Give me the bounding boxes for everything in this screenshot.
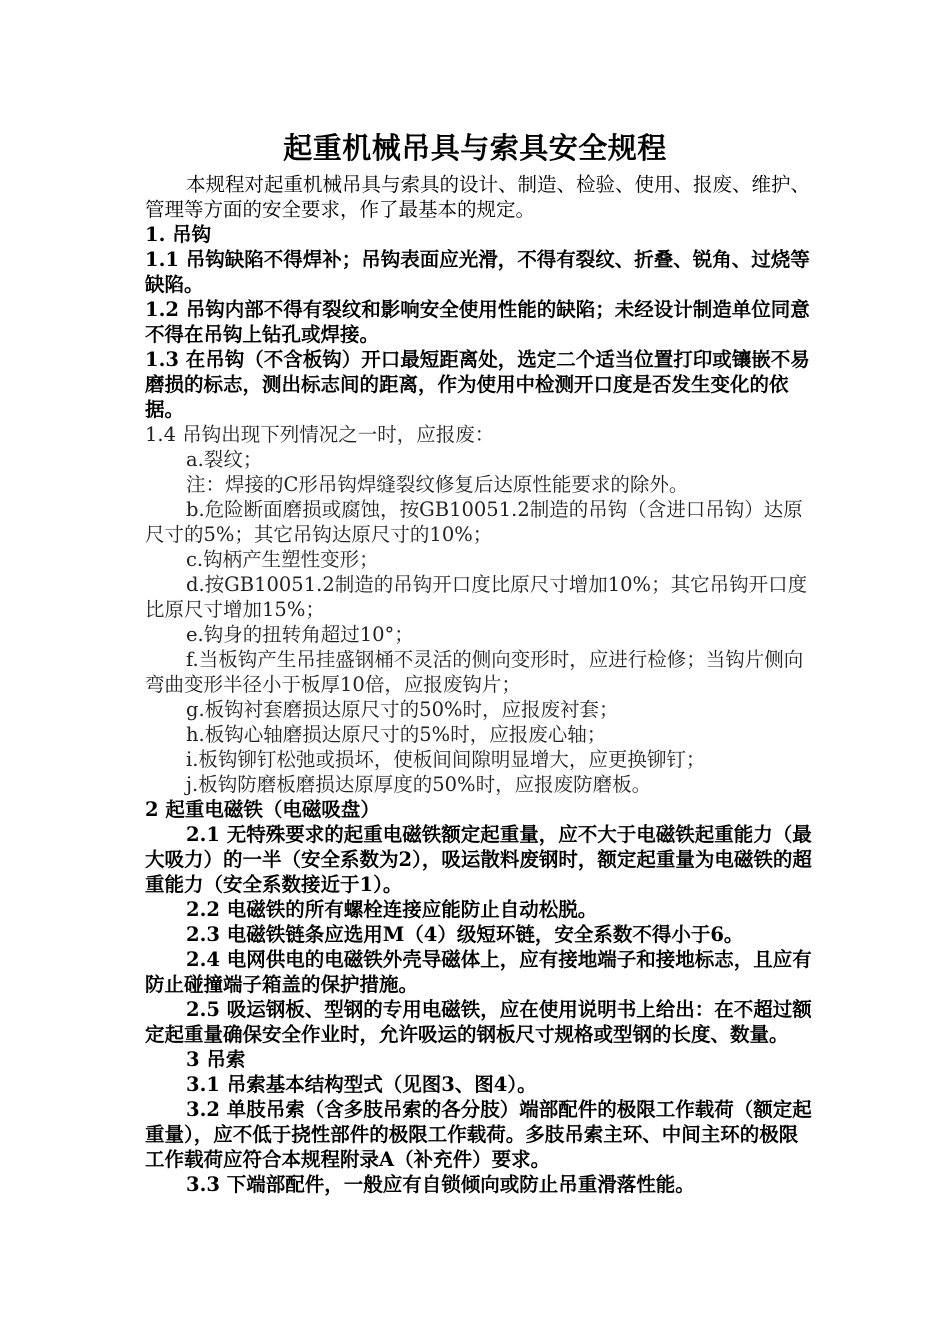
clause-1-3: 1.3 在吊钩（不含板钩）开口最短距离处，选定二个适当位置打印或镶嵌不易磨损的标志，测出标志间的距离，作为使用中检测开口度是否发生变化的依据。 [145,348,810,421]
item-g: g.板钩衬套磨损达原尺寸的50%时，应报废衬套； [186,698,619,721]
clause-1-2: 1.2 吊钩内部不得有裂纹和影响安全使用性能的缺陷；未经设计制造单位同意不得在吊钩上钻孔或焊接。 [145,298,810,346]
item-j: j.板钩防磨板磨损达原厚度的50%时，应报废防磨板。 [186,773,652,796]
clause-3-1: 3.1 吊索基本结构型式（见图3、图4）。 [186,1073,537,1096]
item-a: a.裂纹； [186,448,263,471]
item-h: h.板钩心轴磨损达原尺寸的5%时，应报废心轴； [186,723,607,746]
item-e: e.钩身的扭转角超过10°； [186,623,414,646]
item-b: b.危险断面磨损或腐蚀，按GB10051.2制造的吊钩（含进口吊钩）达原尺寸的5%；其它吊钩达原尺寸的10%； [145,498,803,546]
clause-2-4: 2.4 电网供电的电磁铁外壳导磁体上，应有接地端子和接地标志，且应有防止碰撞端子箱盖的保护措施。 [145,948,812,996]
section-heading-2: 2 起重电磁铁（电磁吸盘） [145,798,380,821]
intro-paragraph: 本规程对起重机械吊具与索具的设计、制造、检验、使用、报废、维护、管理等方面的安全要求，作了最基本的规定。 [145,173,811,221]
item-i: i.板钩铆钉松弛或损坏，使板间间隙明显增大，应更换铆钉； [186,748,706,771]
clause-3-3: 3.3 下端部配件，一般应有自锁倾向或防止吊重滑落性能。 [186,1173,695,1196]
section-heading-1: 1. 吊钩 [145,223,212,246]
clause-2-3: 2.3 电磁铁链条应选用M（4）级短环链，安全系数不得小于6。 [186,923,744,946]
item-note: 注：焊接的C形吊钩焊缝裂纹修复后达原性能要求的除外。 [186,473,689,496]
clause-1-1: 1.1 吊钩缺陷不得焊补；吊钩表面应光滑，不得有裂纹、折叠、锐角、过烧等缺陷。 [145,248,810,296]
clause-2-5: 2.5 吸运钢板、型钢的专用电磁铁，应在使用说明书上给出：在不超过额定起重量确保安全作业时，允许吸运的钢板尺寸规格或型钢的长度、数量。 [145,998,812,1046]
item-c: c.钩柄产生塑性变形； [186,548,379,571]
clause-1-4: 1.4 吊钩出现下列情况之一时，应报废： [145,423,495,446]
item-f: f.当板钩产生吊挂盛钢桶不灵活的侧向变形时，应进行检修；当钩片侧向弯曲变形半径小于板厚10倍，应报废钩片； [145,648,804,696]
clause-2-2: 2.2 电磁铁的所有螺栓连接应能防止自动松脱。 [186,898,598,921]
clause-2-1: 2.1 无特殊要求的起重电磁铁额定起重量，应不大于电磁铁起重能力（最大吸力）的一半（安全系数为2），吸运散料废钢时，额定起重量为电磁铁的超重能力（安全系数接近于1）。 [145,823,812,896]
item-d: d.按GB10051.2制造的吊钩开口度比原尺寸增加10%；其它吊钩开口度比原尺寸增加15%； [145,573,808,621]
document-title: 起重机械吊具与索具安全规程 [283,131,667,165]
clause-3-2: 3.2 单肢吊索（含多肢吊索的各分肢）端部配件的极限工作载荷（额定起重量），应不低于挠性部件的极限工作载荷。多肢吊索主环、中间主环的极限工作载荷应符合本规程附录A（补充件）要求。 [145,1098,812,1171]
document-body [145,172,813,1197]
section-heading-3: 3 吊索 [186,1048,246,1071]
